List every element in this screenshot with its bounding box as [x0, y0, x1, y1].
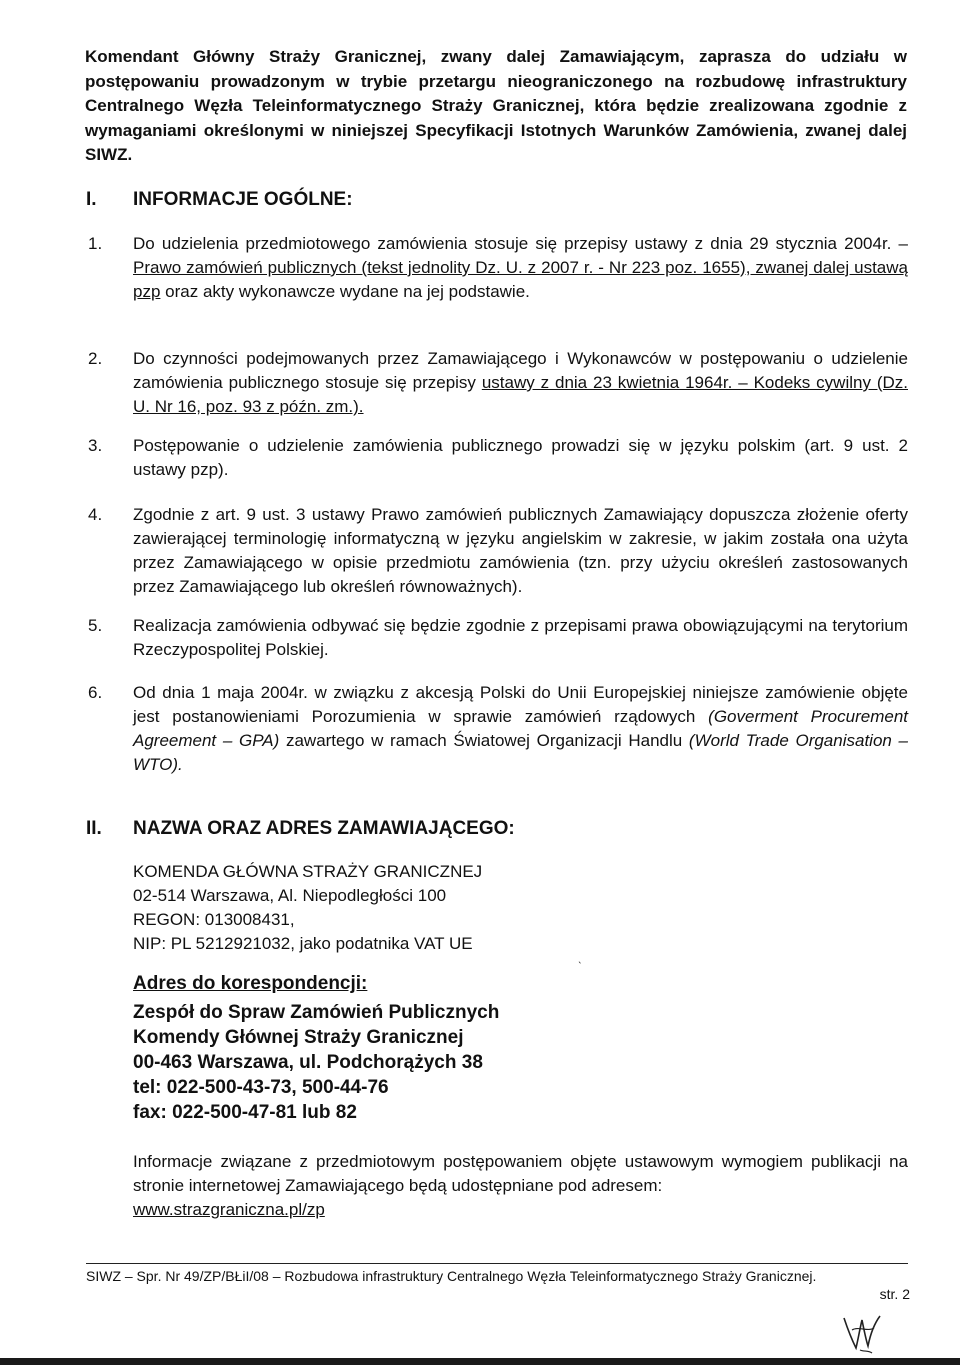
contracting-authority-address — [133, 860, 482, 956]
section-2-number: II. — [86, 818, 102, 839]
item-number: 5. — [88, 616, 103, 635]
item-text-italic: (Goverment Procurement Agreement – GPA) — [133, 707, 909, 750]
address-line: KOMENDA GŁÓWNA STRAŻY GRANICZNEJ — [133, 862, 483, 881]
footer-divider — [86, 1263, 908, 1264]
scan-bottom-edge — [0, 1358, 960, 1365]
correspondence-line: Komendy Głównej Straży Granicznej — [133, 1027, 464, 1048]
item-number: 1. — [88, 234, 103, 253]
item-text-part: Do udzielenia przedmiotowego zamówienia stosuje się przepisy ustawy z dnia 29 stycznia 2004r. – — [133, 234, 908, 253]
item-text — [133, 681, 908, 777]
item-text-part: zawartego w ramach Światowej Organizacji Handlu — [279, 731, 689, 750]
handwritten-initials-signature — [838, 1310, 886, 1355]
item-number: 3. — [88, 436, 103, 455]
item-number: 2. — [88, 349, 103, 368]
intro-paragraph: Komendant Główny Straży Granicznej, zwany dalej Zamawiającym, zaprasza do udziału w postępowaniu prowadzonym w trybie przetargu nieograniczonego na rozbudowę infrastruktury Centralnego Węzła Teleinformatycznego Straży Granicznej, która będzie zrealizowana zgodnie z wymaganiami określonymi w niniejszej Specyfikacji Istotnych Warunków Zamówienia, zwanej dalej SIWZ. — [85, 47, 907, 164]
correspondence-line: 00-463 Warszawa, ul. Podchorążych 38 — [133, 1052, 483, 1073]
item-text: Zgodnie z art. 9 ust. 3 ustawy Prawo zamówień publicznych Zamawiający dopuszcza złożenie oferty zawierającej terminologię informatyczną w języku angielskim w zakresie, w jakim została ona użyta przez Zamawiającego w opisie przedmiotu zamówienia (tzn. przy użyciu określeń zastosowanych przez Zamawiającego lub określeń równoważnych). — [133, 505, 908, 596]
section-1-title: INFORMACJE OGÓLNE: — [133, 189, 353, 210]
item-text: Postępowanie o udzielenie zamówienia publicznego prowadzi się w języku polskim (art. 9 ust. 2 ustawy pzp). — [133, 436, 908, 479]
website-link[interactable]: www.strazgraniczna.pl/zp — [133, 1200, 325, 1219]
address-line: 02-514 Warszawa, Al. Niepodległości 100 — [133, 886, 447, 905]
item-text-part: oraz akty wykonawcze wydane na jej podstawie. — [160, 282, 530, 301]
publication-info — [133, 1150, 908, 1222]
footer-text: SIWZ – Spr. Nr 49/ZP/BŁiI/08 – Rozbudowa infrastruktury Centralnego Węzła Teleinformatycznego Straży Granicznej. — [86, 1268, 817, 1284]
stray-mark: ˎ — [578, 950, 582, 964]
item-number: 6. — [88, 683, 103, 702]
item-text — [133, 232, 908, 304]
correspondence-line: Zespół do Spraw Zamówień Publicznych — [133, 1002, 500, 1023]
item-text-italic: (World Trade Organisation – WTO). — [133, 731, 908, 774]
section-1-number: I. — [86, 189, 97, 210]
address-line: NIP: PL 5212921032, jako podatnika VAT UE — [133, 934, 473, 953]
correspondence-heading: Adres do korespondencji: — [133, 973, 368, 994]
address-line: REGON: 013008431, — [133, 910, 295, 929]
publication-info-text: Informacje związane z przedmiotowym postępowaniem objęte ustawowym wymogiem publikacji na stronie internetowej Zamawiającego będą udostępniane pod adresem: — [133, 1152, 908, 1195]
item-text-part: Do czynności podejmowanych przez Zamawiającego i Wykonawców w postępowaniu o udzielenie zamówienia publicznego stosuje się przepisy — [133, 349, 908, 392]
law-reference-link: Prawo zamówień publicznych (tekst jednolity Dz. U. z 2007 r. - Nr 223 poz. 1655), zwanej dalej ustawą pzp — [133, 258, 908, 301]
law-reference-link: ustawy z dnia 23 kwietnia 1964r. – Kodeks cywilny (Dz. U. Nr 16, poz. 93 z późn. zm.). — [133, 373, 908, 416]
correspondence-address — [133, 1000, 499, 1125]
item-text: Realizacja zamówienia odbywać się będzie zgodnie z przepisami prawa obowiązującymi na terytorium Rzeczypospolitej Polskiej. — [133, 616, 908, 659]
item-text-part: Od dnia 1 maja 2004r. w związku z akcesją Polski do Unii Europejskiej niniejsze zamówienie objęte jest postanowieniami Porozumienia w sprawie zamówień rządowych — [133, 683, 908, 726]
item-number: 4. — [88, 505, 103, 524]
correspondence-line: fax: 022-500-47-81 lub 82 — [133, 1102, 357, 1123]
item-text — [133, 347, 908, 419]
correspondence-line: tel: 022-500-43-73, 500-44-76 — [133, 1077, 389, 1098]
section-2-title: NAZWA ORAZ ADRES ZAMAWIAJĄCEGO: — [133, 818, 515, 839]
page-number: str. 2 — [879, 1286, 910, 1302]
